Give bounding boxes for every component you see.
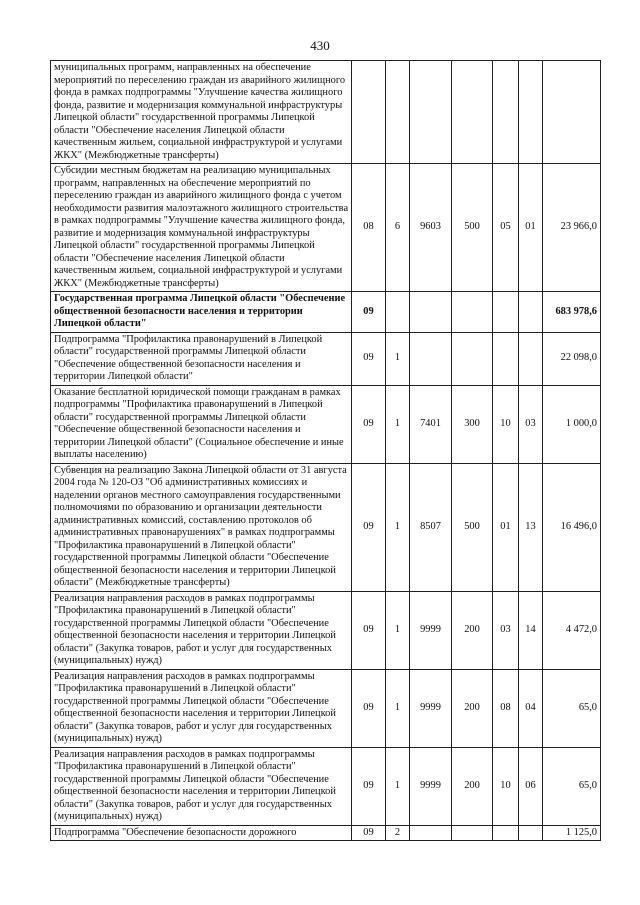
row-rz-code	[493, 332, 519, 385]
row-vr-code: 300	[452, 385, 493, 463]
row-rz-code: 10	[493, 747, 519, 825]
row-pp-code: 1	[386, 669, 410, 747]
row-amount: 1 000,0	[543, 385, 601, 463]
row-pp-code: 1	[386, 747, 410, 825]
row-ms-code: 9603	[410, 164, 452, 292]
row-amount: 4 472,0	[543, 591, 601, 669]
row-vr-code: 200	[452, 591, 493, 669]
row-vr-code: 200	[452, 669, 493, 747]
row-amount: 16 496,0	[543, 463, 601, 591]
row-ms-code	[410, 332, 452, 385]
table-row	[51, 669, 601, 747]
row-pr-code: 04	[519, 669, 543, 747]
row-pr-code	[519, 61, 543, 164]
row-pp-code: 1	[386, 332, 410, 385]
row-description: муниципальных программ, направленных на обеспечение мероприятий по переселению граждан из аварийного жилищного фонда в рамках подпрограммы "Улучшение качества жилищного фонда, развитие и модернизация коммунальной инфраструктуры Липецкой области" государственной программы Липецкой области "Обеспечение населения Липецкой области качественным жильем, социальной инфраструктурой и услугами ЖКХ" (Межбюджетные трансферты)	[51, 61, 352, 164]
row-amount: 65,0	[543, 747, 601, 825]
row-ms-code: 9999	[410, 591, 452, 669]
table-row	[51, 825, 601, 841]
row-description: Субвенция на реализацию Закона Липецкой области от 31 августа 2004 года № 120-ОЗ "Об административных комиссиях и наделении органов местного самоуправления государственными полномочиями по образованию и организации деятельности административных комиссий, составлению протоколов об административных правонарушениях" в рамках подпрограммы "Профилактика правонарушений в Липецкой области" государственной программы Липецкой области "Обеспечение общественной безопасности населения и территории Липецкой области" (Межбюджетные трансферты)	[51, 463, 352, 591]
row-pr-code	[519, 292, 543, 333]
table-row	[51, 61, 601, 164]
row-pp-code: 6	[386, 164, 410, 292]
row-pr-code: 06	[519, 747, 543, 825]
table-row	[51, 463, 601, 591]
row-amount: 65,0	[543, 669, 601, 747]
row-description: Подпрограмма "Профилактика правонарушений в Липецкой области" государственной программы Липецкой области "Обеспечение общественной безопасности населения и территории Липецкой области"	[51, 332, 352, 385]
row-gp-code: 09	[352, 385, 386, 463]
row-amount: 22 098,0	[543, 332, 601, 385]
row-ms-code	[410, 292, 452, 333]
row-pr-code: 03	[519, 385, 543, 463]
row-vr-code	[452, 292, 493, 333]
budget-table-body	[51, 61, 601, 841]
row-amount: 683 978,6	[543, 292, 601, 333]
row-vr-code: 200	[452, 747, 493, 825]
row-gp-code: 08	[352, 164, 386, 292]
row-gp-code: 09	[352, 332, 386, 385]
page-number: 430	[310, 38, 330, 53]
row-pp-code: 2	[386, 825, 410, 841]
row-ms-code: 9999	[410, 669, 452, 747]
row-rz-code: 01	[493, 463, 519, 591]
row-ms-code	[410, 61, 452, 164]
row-amount: 23 966,0	[543, 164, 601, 292]
row-rz-code: 10	[493, 385, 519, 463]
row-pp-code: 1	[386, 385, 410, 463]
row-pr-code: 01	[519, 164, 543, 292]
row-amount	[543, 61, 601, 164]
row-vr-code: 500	[452, 164, 493, 292]
row-ms-code: 7401	[410, 385, 452, 463]
row-gp-code: 09	[352, 669, 386, 747]
row-rz-code: 05	[493, 164, 519, 292]
row-pp-code: 1	[386, 591, 410, 669]
row-vr-code	[452, 61, 493, 164]
row-rz-code: 08	[493, 669, 519, 747]
row-description: Субсидии местным бюджетам на реализацию муниципальных программ, направленных на обеспечение мероприятий по переселению граждан из аварийного жилищного фонда с учетом необходимости развития малоэтажного жилищного строительства в рамках подпрограммы "Улучшение качества жилищного фонда, развитие и модернизация коммунальной инфраструктуры Липецкой области" государственной программы Липецкой области "Обеспечение населения Липецкой области качественным жильем, социальной инфраструктурой и услугами ЖКХ" (Межбюджетные трансферты)	[51, 164, 352, 292]
row-vr-code	[452, 825, 493, 841]
row-description: Подпрограмма "Обеспечение безопасности дорожного	[51, 825, 352, 841]
row-ms-code: 9999	[410, 747, 452, 825]
table-row	[51, 332, 601, 385]
row-description: Реализация направления расходов в рамках подпрограммы "Профилактика правонарушений в Липецкой области" государственной программы Липецкой области "Обеспечение общественной безопасности населения и территории Липецкой области" (Закупка товаров, работ и услуг для государственных (муниципальных) нужд)	[51, 747, 352, 825]
row-ms-code: 8507	[410, 463, 452, 591]
row-gp-code: 09	[352, 825, 386, 841]
row-description: Реализация направления расходов в рамках подпрограммы "Профилактика правонарушений в Липецкой области" государственной программы Липецкой области "Обеспечение общественной безопасности населения и территории Липецкой области" (Закупка товаров, работ и услуг для государственных (муниципальных) нужд)	[51, 669, 352, 747]
budget-table	[50, 60, 601, 841]
table-row	[51, 591, 601, 669]
row-vr-code	[452, 332, 493, 385]
row-rz-code	[493, 61, 519, 164]
table-row-program-header	[51, 292, 601, 333]
row-pr-code	[519, 332, 543, 385]
row-gp-code	[352, 61, 386, 164]
row-rz-code: 03	[493, 591, 519, 669]
row-gp-code: 09	[352, 292, 386, 333]
row-gp-code: 09	[352, 463, 386, 591]
table-row	[51, 385, 601, 463]
row-pp-code: 1	[386, 463, 410, 591]
row-pp-code	[386, 61, 410, 164]
row-pr-code: 13	[519, 463, 543, 591]
row-vr-code: 500	[452, 463, 493, 591]
row-pr-code: 14	[519, 591, 543, 669]
row-rz-code	[493, 292, 519, 333]
row-description: Государственная программа Липецкой области "Обеспечение общественной безопасности населения и территории Липецкой области"	[51, 292, 352, 333]
row-pp-code	[386, 292, 410, 333]
table-row	[51, 747, 601, 825]
row-ms-code	[410, 825, 452, 841]
row-amount: 1 125,0	[543, 825, 601, 841]
row-gp-code: 09	[352, 747, 386, 825]
row-description: Реализация направления расходов в рамках подпрограммы "Профилактика правонарушений в Липецкой области" государственной программы Липецкой области "Обеспечение общественной безопасности населения и территории Липецкой области" (Закупка товаров, работ и услуг для государственных (муниципальных) нужд)	[51, 591, 352, 669]
row-pr-code	[519, 825, 543, 841]
row-gp-code: 09	[352, 591, 386, 669]
row-description: Оказание бесплатной юридической помощи гражданам в рамках подпрограммы "Профилактика правонарушений в Липецкой области" государственной программы Липецкой области "Обеспечение общественной безопасности населения и территории Липецкой области" (Социальное обеспечение и иные выплаты населению)	[51, 385, 352, 463]
row-rz-code	[493, 825, 519, 841]
table-row	[51, 164, 601, 292]
